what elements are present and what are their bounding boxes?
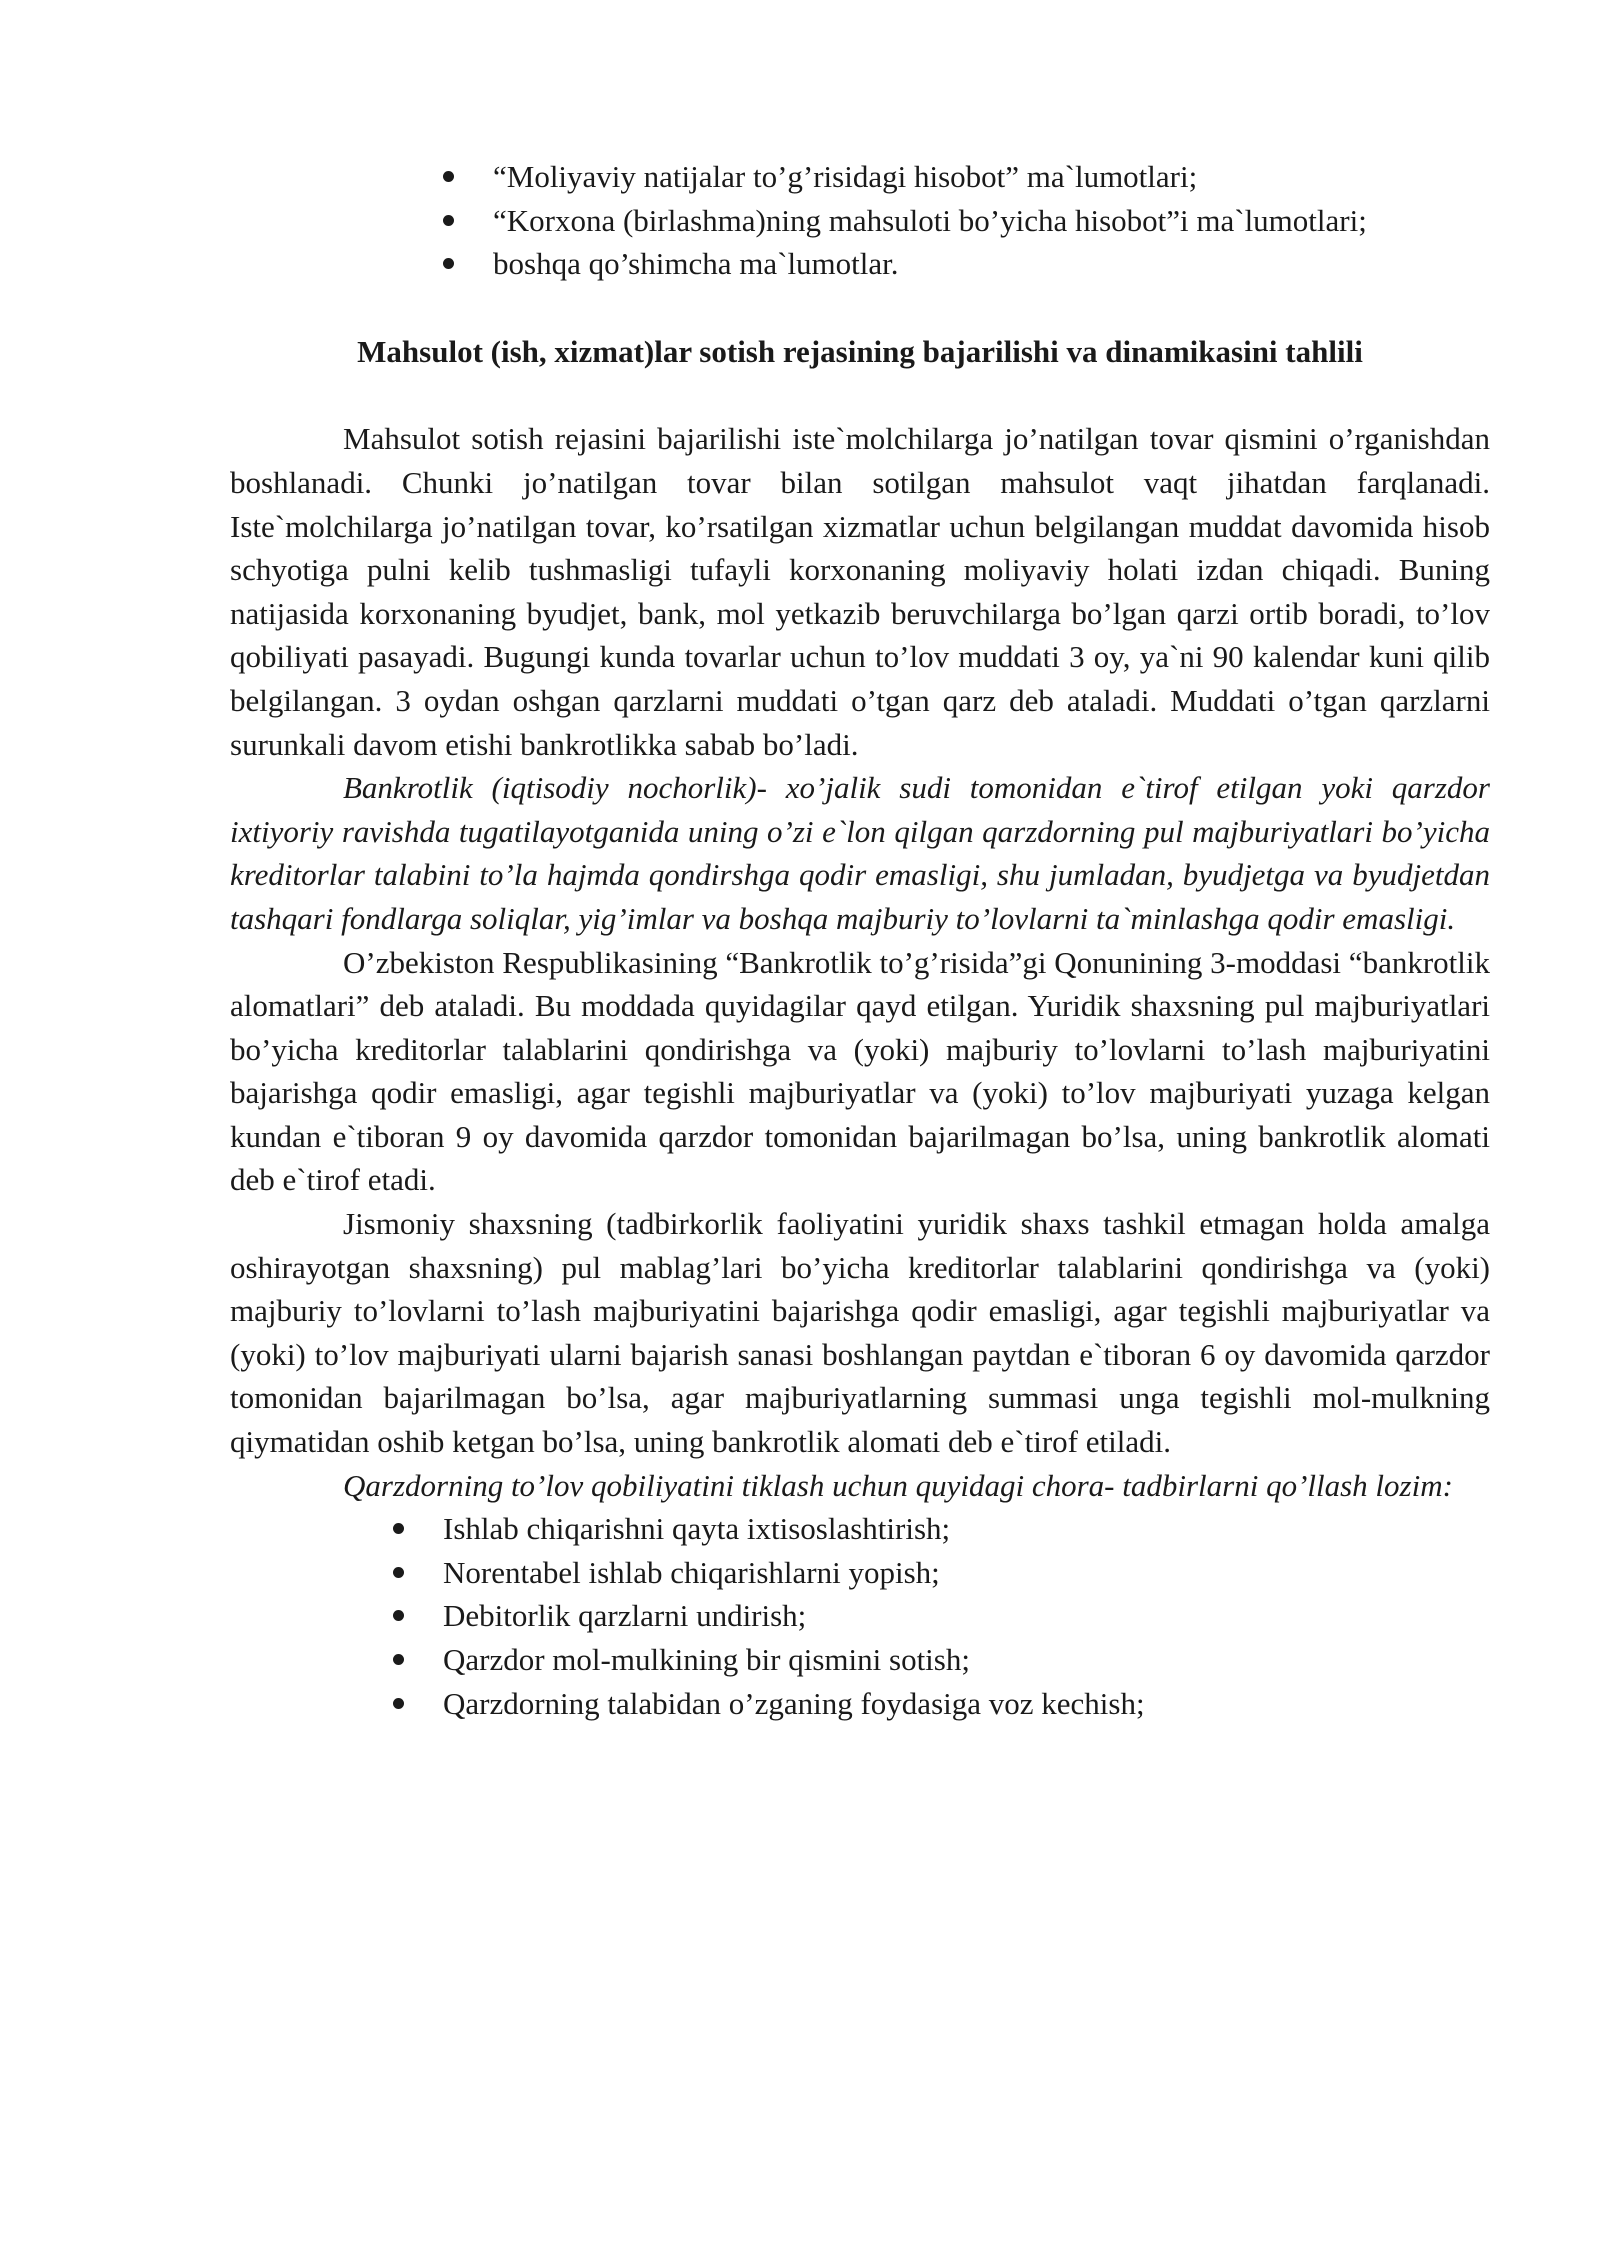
list-item <box>393 1594 1490 1638</box>
paragraph-law-article: O’zbekiston Respublikasining “Bankrotlik to’g’risida”gi Qonunining 3-moddasi “bankrotlik alomatlari” deb ataladi. Bu moddada quyidagilar qayd etilgan. Yuridik shaxsning pul majburiyatlari bo’yicha kreditorlar talablarini qondirishga va (yoki) majburiy to’lovlarni to’lash majburiyatini bajarishga qodir emasligi, agar tegishli majburiyatlar va (yoki) to’lov majburiyati yuzaga kelgan kundan e`tiboran 9 oy davomida qarzdor tomonidan bajarilmagan bo’lsa, uning bankrotlik alomati deb e`tirof etadi. <box>230 944 1490 1198</box>
list-item-text: boshqa qo’shimcha ma`lumotlar. <box>493 246 899 282</box>
list-item <box>393 1507 1490 1551</box>
paragraph-measures-intro: Qarzdorning to’lov qobiliyatini tiklash uchun quyidagi chora- tadbirlarni qo’llash lozim: <box>343 1467 1453 1503</box>
list-item <box>393 1638 1490 1682</box>
list-item-text: Norentabel ishlab chiqarishlarni yopish; <box>443 1554 940 1590</box>
list-item <box>443 199 1490 243</box>
bullet-icon <box>443 258 454 269</box>
section-heading: Mahsulot (ish, xizmat)lar sotish rejasining bajarilishi va dinamikasini tahlili <box>357 333 1363 369</box>
list-item-text: “Moliyaviy natijalar to’g’risidagi hisobot” ma`lumotlari; <box>493 159 1198 194</box>
bullet-icon <box>443 171 454 182</box>
list-item-text: Debitorlik qarzlarni undirish; <box>443 1598 807 1634</box>
bullet-icon <box>443 215 454 226</box>
paragraph-intro: Mahsulot sotish rejasini bajarilishi iste`molchilarga jo’natilgan tovar qismini o’rganishdan boshlanadi. Chunki jo’natilgan tovar bilan sotilgan mahsulot vaqt jihatdan farqlanadi. Iste`molchilarga jo’natilgan tovar, ko’rsatilgan xizmatlar uchun belgilangan muddat davomida hisob schyotiga pulni kelib tushmasligi tufayli korxonaning moliyaviy holati izdan chiqadi. Buning natijasida korxonaning byudjet, bank, mol yetkazib beruvchilarga bo’lgan qarzi ortib boradi, to’lov qobiliyati pasayadi. Bugungi kunda tovarlar uchun to’lov muddati 3 oy, ya`ni 90 kalendar kuni qilib belgilangan. 3 oydan oshgan qarzlarni muddati o’tgan qarz deb ataladi. Muddati o’tgan qarzlarni surunkali davom etishi bankrotlikka sabab bo’ladi. <box>230 421 1490 762</box>
measures-list <box>230 1507 1490 1725</box>
bullet-icon <box>393 1610 404 1621</box>
list-item-text: Qarzdorning talabidan o’zganing foydasiga voz kechish; <box>443 1685 1145 1721</box>
list-item <box>443 155 1490 199</box>
document-page <box>230 155 1490 1725</box>
list-item-text: “Korxona (birlashma)ning mahsuloti bo’yicha hisobot”i ma`lumotlari; <box>493 202 1367 238</box>
paragraph-bankruptcy-definition: Bankrotlik (iqtisodiy nochorlik)- xo’jalik sudi tomonidan e`tirof etilgan yoki qarzdor ixtiyoriy ravishda tugatilayotganida uning o’zi e`lon qilgan qarzdorning pul majburiyatlari bo’yicha kreditorlar talabini to’la hajmda qondirshga qodir emasligi, shu jumladan, byudjetga va byudjetdan tashqari fondlarga soliqlar, yig’imlar va boshqa majburiy to’lovlarni ta`minlashga qodir emasligi. <box>230 770 1490 936</box>
bullet-icon <box>393 1654 404 1665</box>
bullet-icon <box>393 1523 404 1534</box>
bullet-icon <box>393 1698 404 1709</box>
paragraph-individual: Jismoniy shaxsning (tadbirkorlik faoliyatini yuridik shaxs tashkil etmagan holda amalga oshirayotgan shaxsning) pul mablag’lari bo’yicha kreditorlar talablarini qondirishga va (yoki) majburiy to’lovlarni to’lash majburiyatini bajarishga qodir emasligi, agar tegishli majburiyatlar va (yoki) to’lov majburiyati ularni bajarish sanasi boshlangan paytdan e`tiboran 6 oy davomida qarzdor tomonidan bajarilmagan bo’lsa, agar majburiyatlarning summasi unga tegishli mol-mulkning qiymatidan oshib ketgan bo’lsa, uning bankrotlik alomati deb e`tirof etiladi. <box>230 1206 1490 1460</box>
source-data-list <box>230 155 1490 286</box>
list-item-text: Qarzdor mol-mulkining bir qismini sotish; <box>443 1642 970 1677</box>
list-item <box>393 1682 1490 1726</box>
bullet-icon <box>393 1567 404 1578</box>
list-item <box>443 242 1490 286</box>
list-item-text: Ishlab chiqarishni qayta ixtisoslashtirish; <box>443 1511 951 1547</box>
list-item <box>393 1551 1490 1595</box>
